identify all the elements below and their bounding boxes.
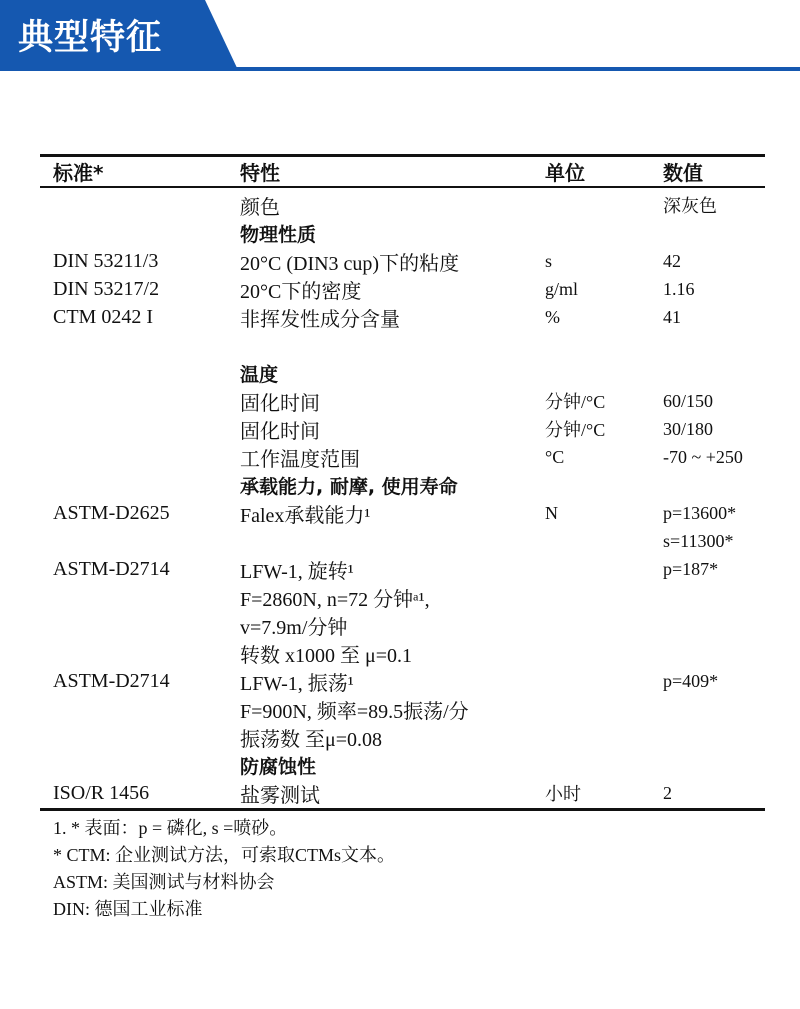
property-cell: 转数 x1000 至 μ=0.1 xyxy=(240,644,413,667)
table-row xyxy=(40,667,765,695)
property-cell: 固化时间 xyxy=(240,420,320,443)
column-header-property: 特性 xyxy=(240,161,280,185)
unit-cell: 小时 xyxy=(545,784,581,804)
value-cell: 30/180 xyxy=(663,418,714,439)
value-cell: p=187* xyxy=(663,558,719,579)
standard-cell: DIN 53217/2 xyxy=(53,277,160,300)
value-cell: 41 xyxy=(663,306,681,327)
property-cell: Falex承载能力¹ xyxy=(240,504,371,527)
standard-cell: DIN 53211/3 xyxy=(53,249,159,272)
footnote-surface: 1. * 表面：p = 磷化, s =喷砂。 xyxy=(53,818,288,838)
property-cell: LFW-1, 振荡¹ xyxy=(240,672,354,695)
table-row xyxy=(40,723,765,751)
table-row xyxy=(40,639,765,667)
standard-cell: ISO/R 1456 xyxy=(53,781,150,804)
table-row xyxy=(40,527,765,555)
section-row xyxy=(40,471,765,499)
unit-cell: 分钟/°C xyxy=(545,392,606,412)
section-heading: 物理性质 xyxy=(240,223,317,246)
footnote-astm: ASTM: 美国测试与材料协会 xyxy=(53,872,275,892)
standard-cell: CTM 0242 I xyxy=(53,305,153,328)
value-cell: 60/150 xyxy=(663,390,714,411)
standard-cell: ASTM-D2625 xyxy=(53,501,170,524)
table-row xyxy=(40,191,765,219)
table-row xyxy=(40,387,765,415)
column-header-value: 数值 xyxy=(663,161,703,185)
section-heading: 防腐蚀性 xyxy=(240,755,317,778)
table-row xyxy=(40,695,765,723)
value-cell: s=11300* xyxy=(663,530,734,551)
table-row xyxy=(40,415,765,443)
property-cell: LFW-1, 旋转¹ xyxy=(240,560,354,583)
table-row xyxy=(40,331,765,359)
footnote-din: DIN: 德国工业标准 xyxy=(53,899,203,919)
table-bottom-rule xyxy=(40,808,765,811)
section-row xyxy=(40,751,765,779)
property-cell: 固化时间 xyxy=(240,392,320,415)
property-cell: F=900N, 频率=89.5振荡/分 xyxy=(240,700,469,723)
value-cell: p=13600* xyxy=(663,502,737,523)
footnotes xyxy=(53,815,753,923)
table-row xyxy=(40,275,765,303)
value-cell: 1.16 xyxy=(663,278,695,299)
standard-cell: ASTM-D2714 xyxy=(53,557,170,580)
section-row xyxy=(40,359,765,387)
standard-cell: ASTM-D2714 xyxy=(53,669,170,692)
table-header-rule xyxy=(40,186,765,188)
title-banner xyxy=(0,0,800,72)
property-cell: 20°C (DIN3 cup)下的粘度 xyxy=(240,252,460,275)
page-title: 典型特征 xyxy=(18,18,163,58)
value-cell: p=409* xyxy=(663,670,719,691)
unit-cell: 分钟/°C xyxy=(545,420,606,440)
column-header-standard: 标准* xyxy=(53,161,104,185)
value-cell: 2 xyxy=(663,782,672,803)
property-cell: 盐雾测试 xyxy=(240,784,320,807)
value-cell: -70 ~ +250 xyxy=(663,446,743,467)
unit-cell: s xyxy=(545,250,553,271)
table-row xyxy=(40,779,765,807)
footnote-ctm: * CTM: 企业测试方法，可索取CTMs文本。 xyxy=(53,845,396,865)
table-row xyxy=(40,611,765,639)
unit-cell: g/ml xyxy=(545,278,579,299)
table-header-row xyxy=(40,157,765,186)
section-heading: 温度 xyxy=(240,363,279,386)
property-cell: 工作温度范围 xyxy=(240,448,360,471)
property-cell: 振荡数 至μ=0.08 xyxy=(240,728,383,751)
unit-cell: % xyxy=(545,306,560,327)
table-row xyxy=(40,555,765,583)
table-row xyxy=(40,499,765,527)
property-cell: v=7.9m/分钟 xyxy=(240,616,348,639)
table-row xyxy=(40,583,765,611)
property-cell: 颜色 xyxy=(240,196,280,219)
property-cell: 20°C下的密度 xyxy=(240,280,362,303)
property-cell: 非挥发性成分含量 xyxy=(240,308,400,331)
column-header-unit: 单位 xyxy=(545,161,585,185)
unit-cell: °C xyxy=(545,446,565,467)
section-heading: 承载能力, 耐摩, 使用寿命 xyxy=(240,475,458,498)
table-row xyxy=(40,247,765,275)
section-row xyxy=(40,219,765,247)
value-cell: 深灰色 xyxy=(663,196,717,216)
unit-cell: N xyxy=(545,502,558,523)
value-cell: 42 xyxy=(663,250,681,271)
property-cell: F=2860N, n=72 分钟ᵃ¹, xyxy=(240,588,430,611)
table-row xyxy=(40,443,765,471)
table-row xyxy=(40,303,765,331)
